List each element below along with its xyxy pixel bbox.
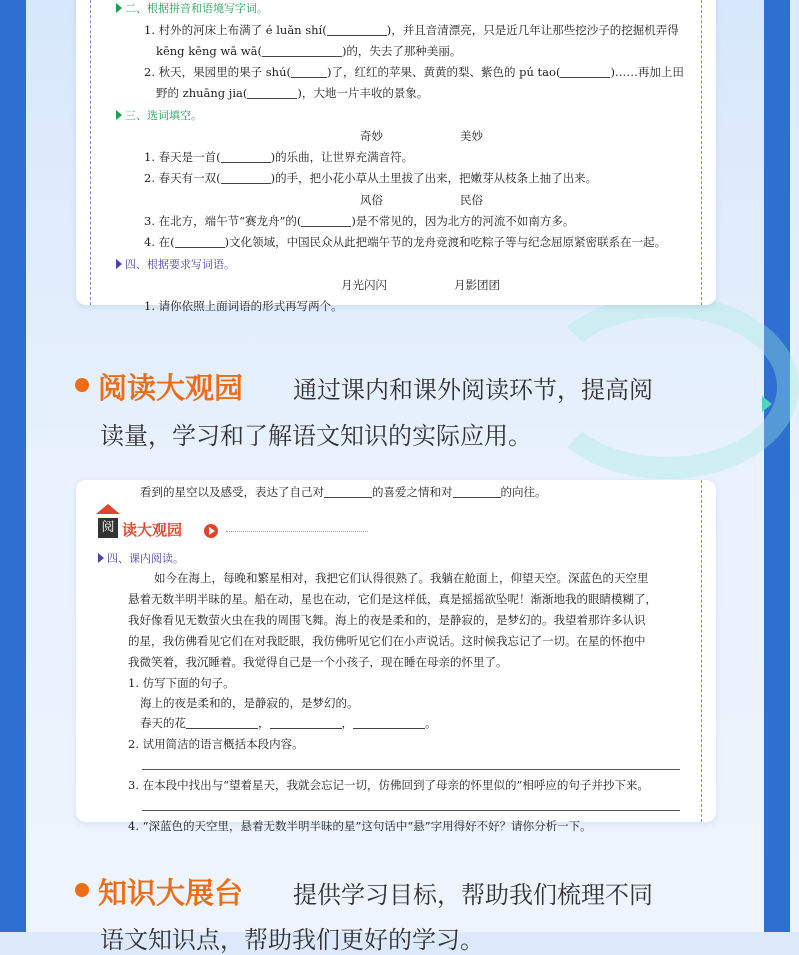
answer-line xyxy=(142,769,680,770)
answer-line xyxy=(142,810,680,811)
question-line: 3. 在北方，端午节“赛龙舟”的( )是不常见的，因为北方的河流不如南方多。 xyxy=(144,214,575,228)
question-line: 2. 试用简洁的语言概括本段内容。 xyxy=(128,737,304,751)
question-line: 1. 春天是一首( )的乐曲，让世界充满音符。 xyxy=(144,150,414,164)
decorative-triangle xyxy=(762,396,772,412)
fill-sentence: 春天的花 ， ， 。 xyxy=(140,716,437,730)
word-choice: 奇妙 xyxy=(360,129,383,143)
question-line: 4. “深蓝色的天空里，悬着无数半明半昧的星”这句话中“悬”字用得好不好？请你分析一下。 xyxy=(128,819,592,833)
dashed-margin-right xyxy=(701,0,702,305)
passage-line: 悬着无数半明半昧的星。船在动，星也在动，它们是这样低，真是摇摇欲坠呢！渐渐地我的眼睛模糊了， xyxy=(128,592,657,606)
section-description: 通过课内和课外阅读环节，提高阅 xyxy=(293,376,653,404)
word-choice: 美妙 xyxy=(460,129,483,143)
word-example: 月影团团 xyxy=(454,278,500,292)
worksheet-card-vocabulary xyxy=(76,0,716,313)
passage-line: 我好像看见无数萤火虫在我的周围飞舞。海上的夜是柔和的，是静寂的，是梦幻的。我望着那许多认识 xyxy=(128,613,646,627)
section-heading: 四、根据要求写词语。 xyxy=(116,256,235,272)
word-example: 月光闪闪 xyxy=(341,278,387,292)
question-line: 1. 村外的河床上布满了 é luǎn shí( )，并且音清漂亮，只是近几年让那些挖沙子的挖掘机弄得 xyxy=(144,23,679,37)
dashed-margin-left xyxy=(90,0,91,305)
section-description: 提供学习目标，帮助我们梳理不同 xyxy=(293,881,653,909)
right-frame-bar xyxy=(764,0,790,932)
triangle-icon xyxy=(116,3,122,13)
section-heading: 三、选词填空。 xyxy=(116,107,202,123)
bullet-dot xyxy=(75,883,89,897)
section-heading: 四、课内阅读。 xyxy=(98,550,184,566)
question-line: 3. 在本段中找出与“望着星天，我就会忘记一切，仿佛回到了母亲的怀里似的”相呼应的句子并抄下来。 xyxy=(128,778,649,792)
section-description: 读量，学习和了解语文知识的实际应用。 xyxy=(100,422,532,450)
play-icon xyxy=(204,524,218,538)
question-line: 野的 zhuāng jia( )，大地一片丰收的景象。 xyxy=(156,86,429,100)
dotted-divider xyxy=(226,531,368,532)
question-line: 2. 春天有一双( )的手，把小花小草从土里拔了出来，把嫩芽从枝条上抽了出来。 xyxy=(144,171,598,185)
question-line: 1. 请你依照上面词语的形式再写两个。 xyxy=(144,299,343,313)
triangle-icon xyxy=(116,259,122,269)
question-line: 1. 仿写下面的句子。 xyxy=(128,676,235,690)
passage-line: 的星，我仿佛看见它们在对我眨眼，我仿佛听见它们在小声说话。这时候我忘记了一切。在星的怀抱中 xyxy=(128,634,646,648)
badge-roof-icon xyxy=(96,504,120,514)
section-title-reading: 阅读大观园 xyxy=(98,371,244,405)
passage-line: 如今在海上，每晚和繁星相对，我把它们认得很熟了。我躺在舱面上，仰望天空。深蓝色的天空里 xyxy=(154,571,649,585)
question-line: kēng kēng wā wā( )的，失去了那种美丽。 xyxy=(156,44,462,58)
question-line: 2. 秋天，果园里的果子 shú( )了，红红的苹果、黄黄的梨、紫色的 pú tao( )……再加上田 xyxy=(144,65,684,79)
word-choice: 风俗 xyxy=(360,193,383,207)
section-title-knowledge: 知识大展台 xyxy=(98,876,244,910)
left-frame-bar xyxy=(0,0,26,932)
badge-title: 读大观园 xyxy=(122,521,183,539)
reading-badge-icon: 阅 xyxy=(98,518,118,538)
question-line: 4. 在( )文化领域，中国民众从此把端午节的龙舟竞渡和吃粽子等与纪念屈原紧密联系在一起。 xyxy=(144,235,667,249)
word-choice: 民俗 xyxy=(460,193,483,207)
triangle-icon xyxy=(116,110,122,120)
triangle-icon xyxy=(98,553,104,563)
dashed-margin-right xyxy=(701,480,702,822)
bullet-dot xyxy=(75,378,89,392)
section-description: 语文知识点，帮助我们更好的学习。 xyxy=(100,926,484,954)
intro-line: 看到的星空以及感受，表达了自己对 的喜爱之情和对 的向往。 xyxy=(140,485,547,499)
passage-line: 我微笑着，我沉睡着。我觉得自己是一个小孩子，现在睡在母亲的怀里了。 xyxy=(128,655,508,669)
example-sentence: 海上的夜是柔和的，是静寂的，是梦幻的。 xyxy=(140,696,359,710)
section-heading: 二、根据拼音和语境写字词。 xyxy=(116,0,268,16)
